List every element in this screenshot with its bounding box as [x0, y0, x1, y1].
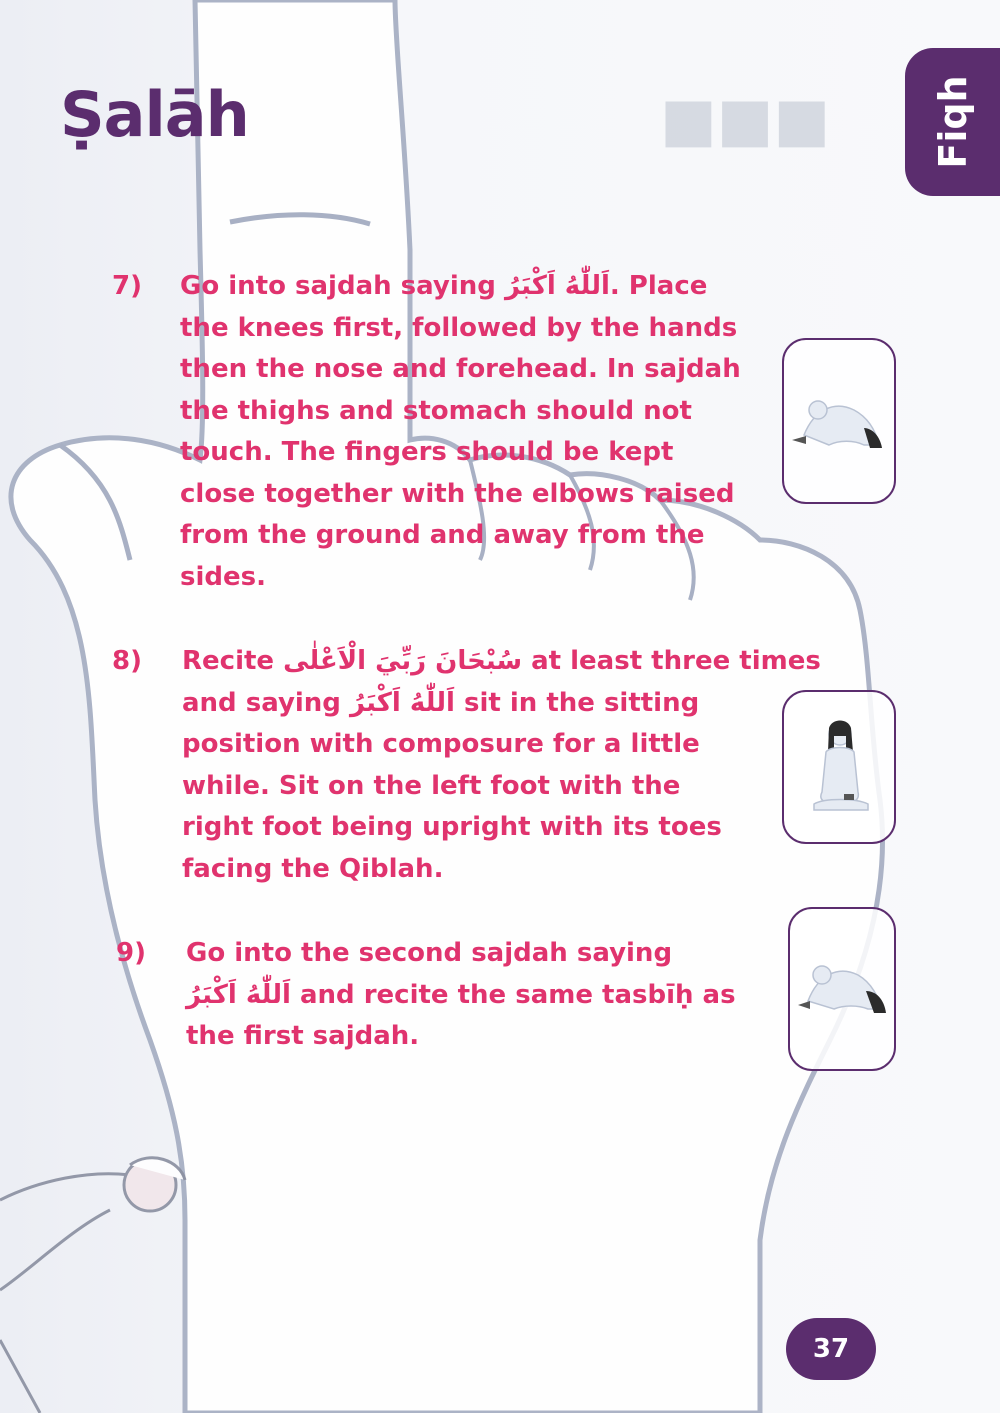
- step-number: 7): [112, 271, 142, 301]
- step-line: اَللّٰهُ اَكْبَرُ and recite the same tasbīḥ as: [186, 979, 736, 1010]
- sitting-figure-icon: [784, 692, 894, 842]
- section-tab-label: Fiqh: [930, 75, 975, 169]
- section-tab: [905, 48, 1000, 196]
- step-text: [180, 266, 741, 598]
- step-line: the thighs and stomach should not: [180, 395, 692, 426]
- step-line: then the nose and forehead. In sajdah: [180, 354, 741, 384]
- step-line: the first sajdah.: [186, 1021, 420, 1051]
- step-line: close together with the elbows raised: [180, 478, 735, 509]
- illustration-frame-sitting: [782, 690, 896, 844]
- step-text: [186, 933, 736, 1058]
- prostration-figure-icon: [790, 909, 894, 1069]
- step-line: Go into the second sajdah saying: [186, 938, 673, 968]
- step-line: Recite سُبْحَانَ رَبِّيَ الْاَعْلٰى at least three times: [182, 646, 821, 676]
- step-line: while. Sit on the left foot with the: [182, 770, 681, 801]
- step-text: [182, 641, 821, 890]
- step-line: the knees first, followed by the hands: [180, 312, 738, 343]
- page-number: 37: [786, 1318, 876, 1380]
- corner-figure: [0, 1158, 185, 1413]
- illustration-frame-prostration: [782, 338, 896, 504]
- step-line: sides.: [180, 561, 266, 592]
- illustration-frame-second-prostration: [788, 907, 896, 1071]
- step-line: touch. The fingers should be kept: [180, 437, 674, 467]
- step-line: facing the Qiblah.: [182, 853, 444, 884]
- prostration-figure-icon: [784, 340, 894, 502]
- step-line: and saying اَللّٰهُ اَكْبَرُ sit in the sitting: [182, 687, 700, 718]
- step-number: 8): [112, 646, 142, 676]
- step-line: from the ground and away from the: [180, 520, 705, 550]
- step-line: right foot being upright with its toes: [182, 812, 722, 842]
- step-line: Go into sajdah saying اَللّٰهُ اَكْبَرُ. Place: [180, 271, 708, 301]
- ghost-decoration: ■■■: [660, 85, 831, 155]
- step-line: position with composure for a little: [182, 729, 700, 759]
- page-title: Ṣalāh: [60, 78, 249, 151]
- step-number: 9): [116, 938, 146, 968]
